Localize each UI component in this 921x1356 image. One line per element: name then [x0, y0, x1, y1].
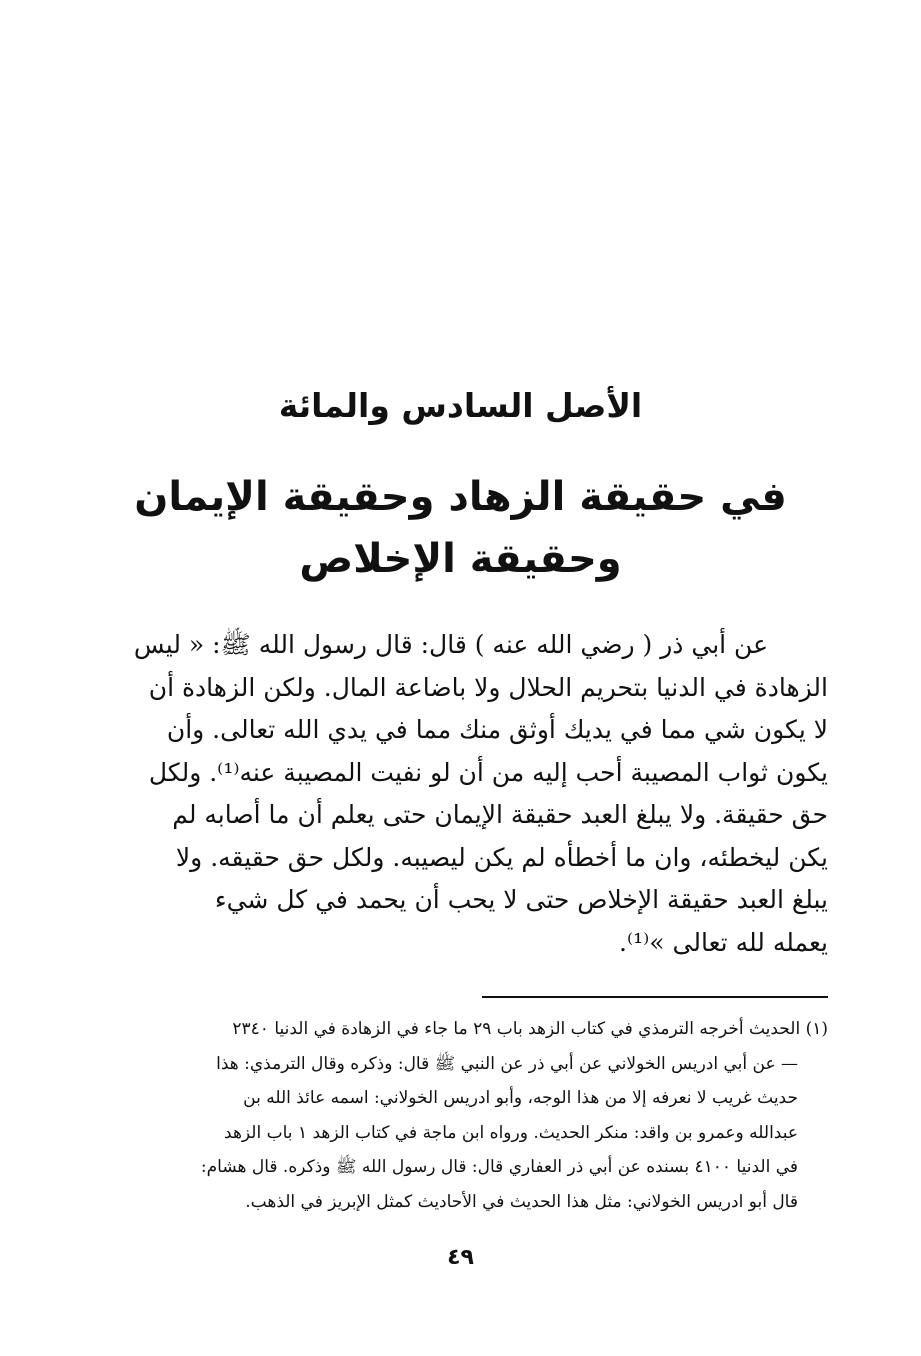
footnote-line: عبدالله وعمرو بن واقد: منكر الحديث. ورواه ابن ماجة في كتاب الزهد ١ باب الزهد — [224, 1122, 798, 1143]
body-line: عن أبي ذر ( رضي الله عنه ) قال: قال رسول الله ﷺ: « ليس — [134, 630, 768, 659]
body-line: يعمله لله تعالى »⁽¹⁾. — [619, 927, 828, 957]
section-title-line-2: وحقيقة الإخلاص — [299, 536, 622, 582]
section-number-heading: الأصل السادس والمائة — [278, 386, 643, 425]
body-line: يبلغ العبد حقيقة الإخلاص حتى لا يحب أن يحمد في كل شيء — [214, 885, 828, 914]
footnote-line: حديث غريب لا نعرفه إلا من هذا الوجه، وأبو ادريس الخولاني: اسمه عائذ الله بن — [243, 1088, 798, 1108]
section-title — [0, 466, 921, 590]
footnote-line: (١) الحديث أخرجه الترمذي في كتاب الزهد باب ٢٩ ما جاء في الزهادة في الدنيا ٢٣٤٠ — [232, 1019, 828, 1039]
body-line: الزهادة في الدنيا بتحريم الحلال ولا باضاعة المال. ولكن الزهادة أن — [148, 672, 828, 702]
section-title-line-1: في حقيقة الزهاد وحقيقة الإيمان — [134, 474, 787, 520]
footnote-line: قال أبو ادريس الخولاني: مثل هذا الحديث في الأحاديث كمثل الإبريز في الذهب. — [245, 1191, 798, 1212]
footnote-line: — عن أبي ادريس الخولاني عن أبي ذر عن النبي ﷺ قال: وذكره وقال الترمذي: هذا — [216, 1053, 798, 1074]
hadith-body-text — [134, 624, 828, 964]
body-line: لا يكون شي مما في يديك أوثق منك مما في يدي الله تعالى. وأن — [166, 715, 828, 744]
page-number: ٤٩ — [447, 1245, 474, 1270]
body-line: يكون ثواب المصيبة أحب إليه من أن لو نفيت المصيبة عنه⁽¹⁾. ولكل — [148, 757, 828, 787]
body-line: يكن ليخطئه، وان ما أخطأه لم يكن ليصيبه. ولكل حق حقيقه. ولا — [175, 842, 828, 872]
body-line: حق حقيقة. ولا يبلغ العبد حقيقة الإيمان حتى يعلم أن ما أصابه لم — [172, 800, 828, 829]
footnote-block — [134, 1012, 828, 1219]
footnote-divider — [482, 996, 828, 998]
footnote-line: في الدنيا ٤١٠٠ بسنده عن أبي ذر العفاري قال: قال رسول الله ﷺ وذكره. قال هشام: — [200, 1157, 798, 1177]
